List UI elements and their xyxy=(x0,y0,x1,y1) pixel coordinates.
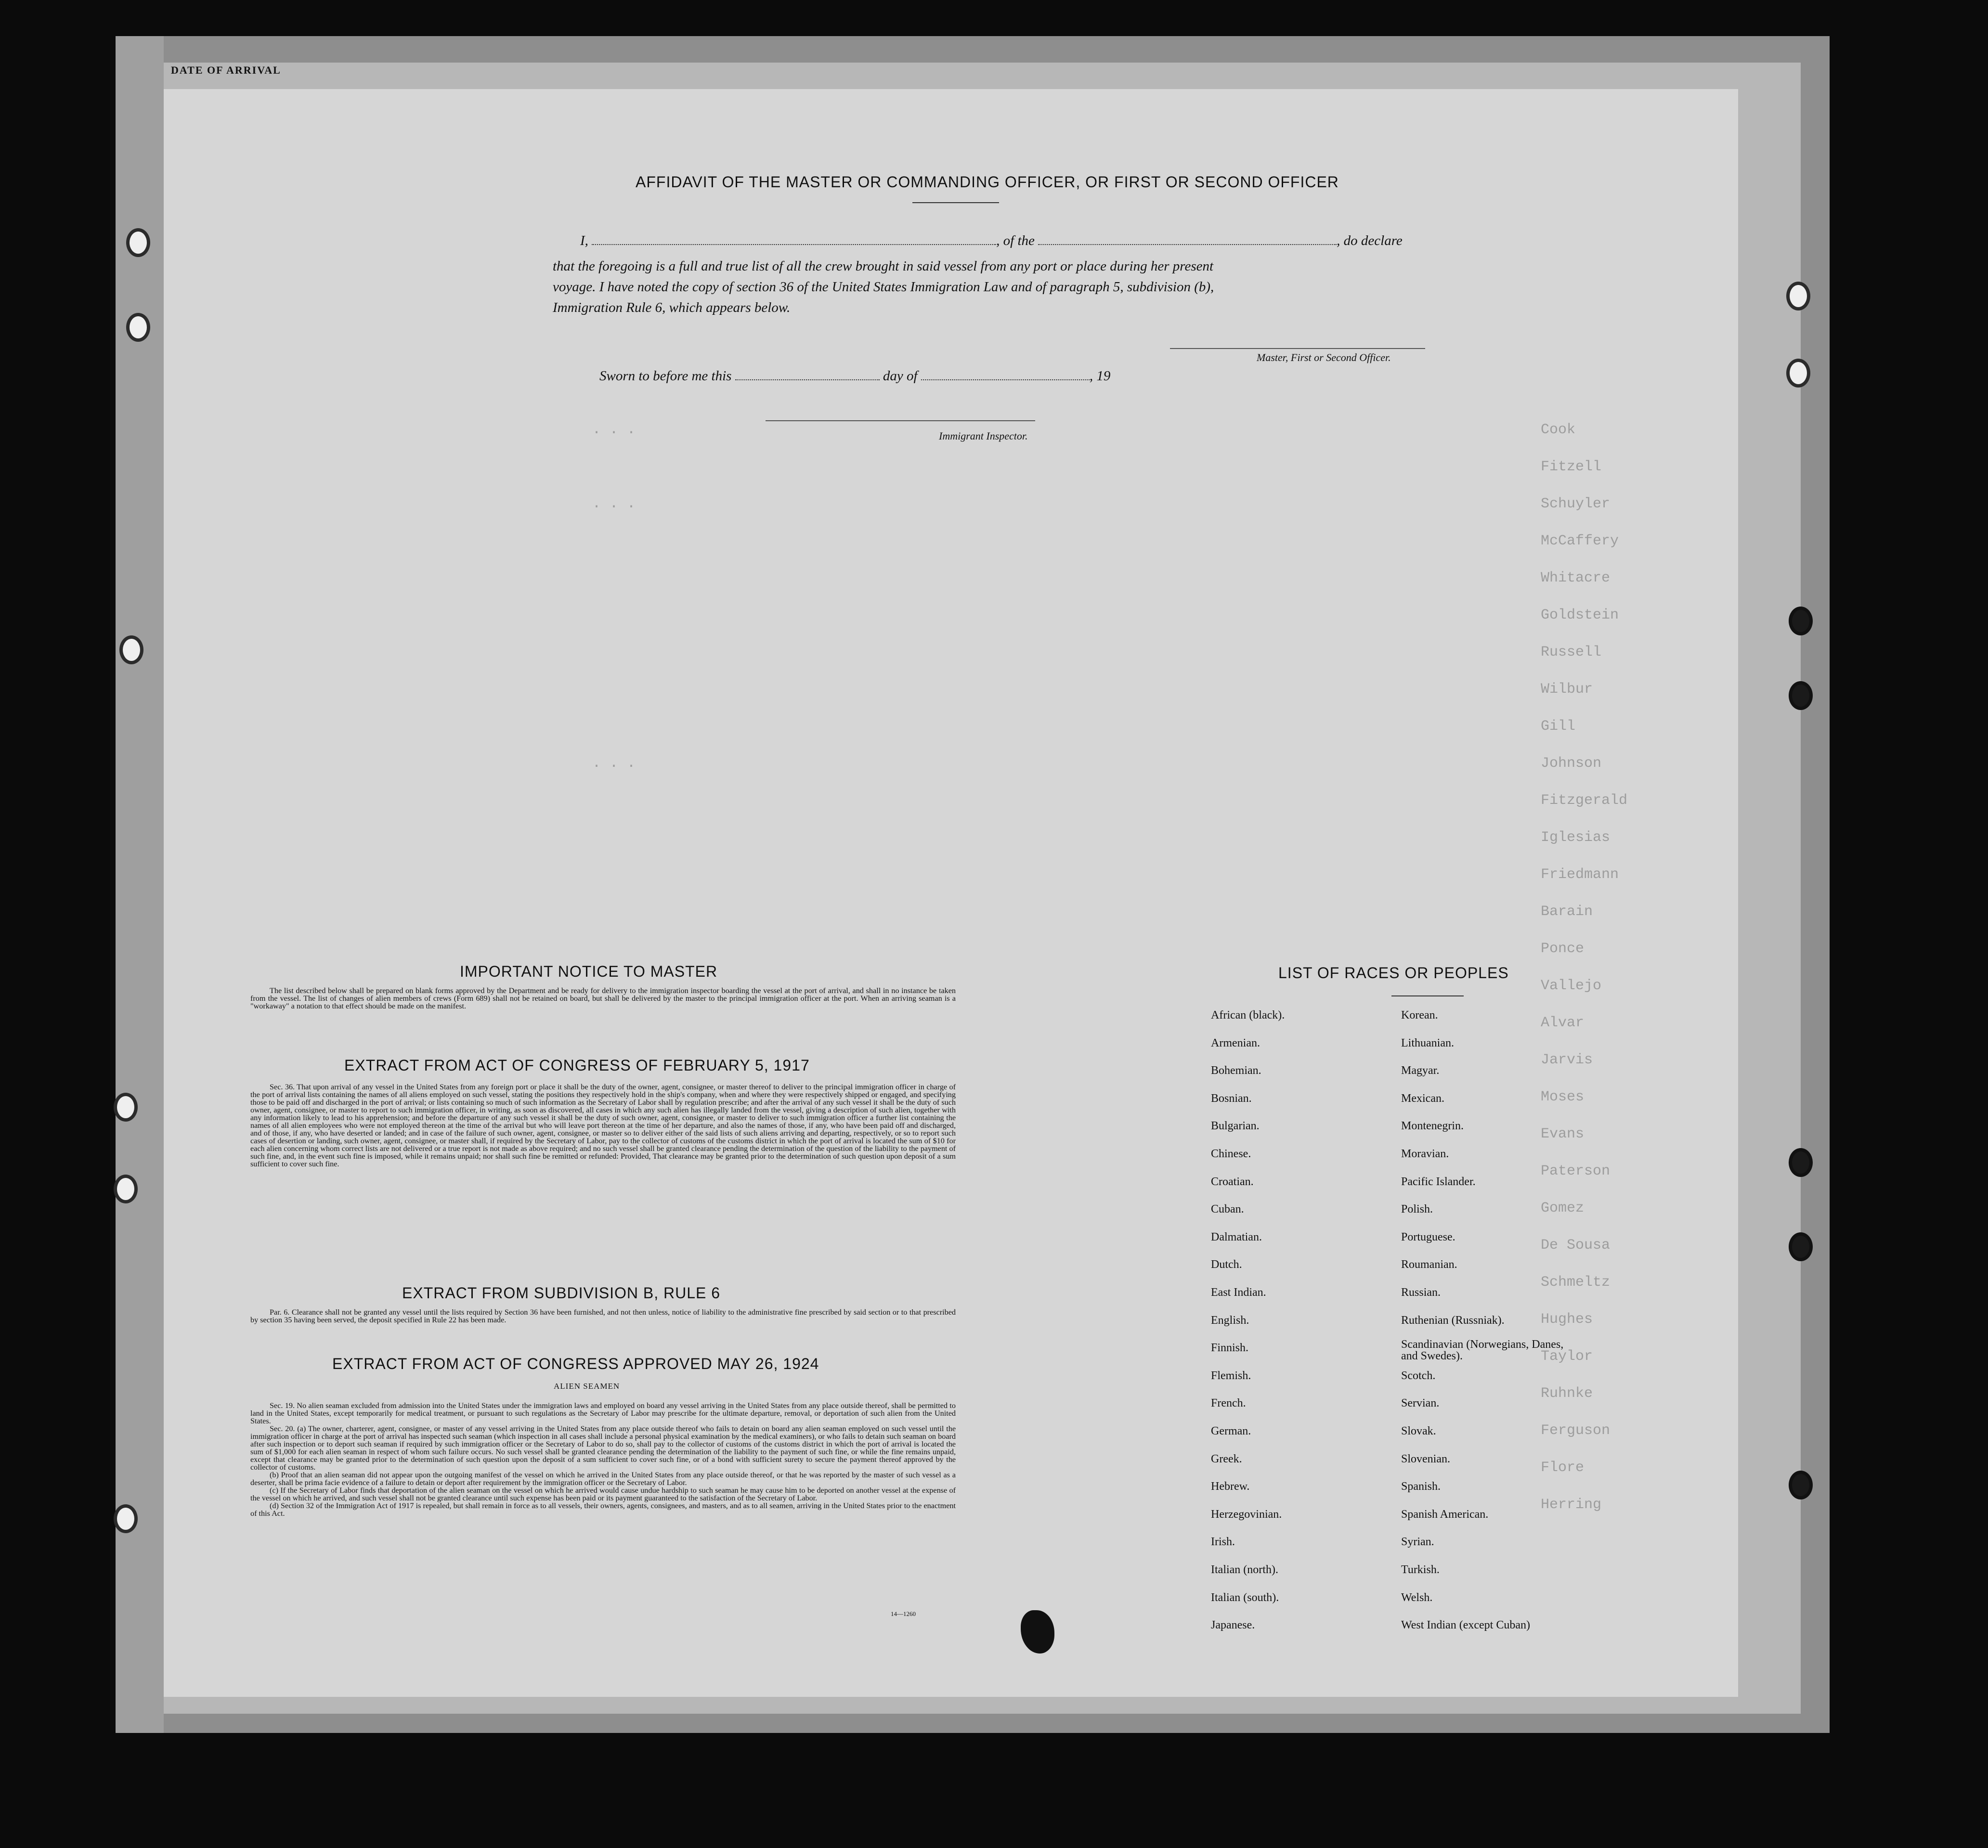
alien-seamen-subtitle: ALIEN SEAMEN xyxy=(554,1382,620,1391)
sec-20a-paragraph: Sec. 20. (a) The owner, charterer, agent, consignee, or master of any vessel arriving in the United States from any place outside thereof who fails to detain on board any alien seaman employed on such vessel until the immigration officer in charge at the port of arrival has inspected such seaman (which inspection in all cases shall include a personal physical examination by the medical examiners), or who fails to detain such seaman on board after such inspection or to deport such seaman if required by such immigration officer or the Secretary of Labor to do so, shall pay to the collector of customs of the customs district in which the port of arrival is located the sum of $1,000 for each alien seaman in respect of whom such failure occurs. No such vessel shall be granted clearance pending the determination of the liability to the payment of such fine, or while the fine remains unpaid, except that clearance may be granted prior to the determination of such question upon the deposit of a sum sufficient to cover such fine, or of a bond with sufficient surety to secure the payment thereof approved by the collector of customs. xyxy=(250,1424,956,1472)
extract-rule6-text xyxy=(250,1308,956,1324)
binder-hole-icon xyxy=(1789,1232,1813,1261)
race-item: Finnish. xyxy=(1211,1342,1249,1355)
race-item: Pacific Islander. xyxy=(1401,1175,1476,1188)
notice-paragraph: The list described below shall be prepared on blank forms approved by the Department and be ready for delivery to the immigration inspector boarding the vessel at the port of arrival, and shall in no instance be taken from the vessel. The list of changes of alien members of crews (Form 689) shall not be retained on board, but shall be delivered by the master to the principal immigration officer at the port. When an arriving seaman is a "workaway" a notation to that effect should be made on the manifest. xyxy=(250,986,956,1010)
extract-rule6-paragraph: Par. 6. Clearance shall not be granted any vessel until the lists required by Section 36 have been furnished, and not then unless, notice of liability to the administrative fine prescribed by said section or to that prescribed by section 35 having been served, the deposit specified in Rule 22 has been made. xyxy=(250,1308,956,1324)
binder-hole-icon xyxy=(114,1093,138,1122)
binder-hole-icon xyxy=(126,228,150,257)
race-item: Italian (south). xyxy=(1211,1591,1279,1604)
race-item: Cuban. xyxy=(1211,1203,1244,1216)
binder-hole-icon xyxy=(1789,607,1813,635)
race-item: East Indian. xyxy=(1211,1286,1266,1299)
race-item: Dutch. xyxy=(1211,1258,1242,1271)
race-item: English. xyxy=(1211,1314,1249,1327)
binder-edge xyxy=(116,36,164,1733)
race-item: Spanish American. xyxy=(1401,1508,1489,1521)
sworn-month-field[interactable] xyxy=(921,379,1090,380)
inspector-signature-line[interactable] xyxy=(766,420,1035,421)
race-item: Croatian. xyxy=(1211,1175,1254,1188)
binder-hole-icon xyxy=(126,313,150,342)
affidavit-i: I, xyxy=(580,233,588,248)
race-item: Dalmatian. xyxy=(1211,1230,1262,1243)
binder-hole-icon xyxy=(114,1175,138,1203)
race-item: Scandinavian (Norwegians, Danes, and Swedes). xyxy=(1401,1338,1564,1363)
race-item: Roumanian. xyxy=(1401,1258,1457,1271)
extract-rule6-title: EXTRACT FROM SUBDIVISION B, RULE 6 xyxy=(402,1284,721,1302)
divider xyxy=(912,202,999,203)
binder-hole-icon xyxy=(1789,1471,1813,1499)
race-item: Slovak. xyxy=(1401,1425,1436,1437)
binder-hole-icon xyxy=(114,1504,138,1533)
form-code: 14—1260 xyxy=(891,1610,916,1617)
race-item: Russian. xyxy=(1401,1286,1441,1299)
affidavit-title: AFFIDAVIT OF THE MASTER OR COMMANDING OFFICER, OR FIRST OR SECOND OFFICER xyxy=(636,173,1339,191)
notice-text xyxy=(250,987,956,1010)
sworn-day-field[interactable] xyxy=(735,379,880,380)
affidavit-line-2: that the foregoing is a full and true list of all the crew brought in said vessel from any port or place during her present xyxy=(553,258,1214,274)
race-item: Servian. xyxy=(1401,1397,1440,1410)
sworn-line xyxy=(599,368,1110,384)
race-item: Polish. xyxy=(1401,1203,1433,1216)
master-signature-label: Master, First or Second Officer. xyxy=(1257,351,1391,363)
binder-hole-icon xyxy=(119,635,143,664)
race-item: French. xyxy=(1211,1397,1246,1410)
extract-1917-title: EXTRACT FROM ACT OF CONGRESS OF FEBRUARY 5, 1917 xyxy=(344,1057,810,1074)
race-item: Italian (north). xyxy=(1211,1564,1278,1576)
race-item: Scotch. xyxy=(1401,1369,1436,1382)
binder-hole-icon xyxy=(1789,1148,1813,1177)
race-item: Syrian. xyxy=(1401,1536,1434,1549)
race-item: Japanese. xyxy=(1211,1619,1255,1632)
binder-hole-icon xyxy=(1786,359,1810,388)
race-item: Irish. xyxy=(1211,1536,1235,1549)
race-item: Flemish. xyxy=(1211,1369,1251,1382)
race-item: Welsh. xyxy=(1401,1591,1433,1604)
bleed-through-dots: . . . . . . . . . xyxy=(592,422,636,772)
bleed-through-names: Cook Fitzell Schuyler McCaffery Whitacre Goldstein Russell Wilbur Gill Johnson Fitzgerald Iglesias Friedmann Barain Ponce Vallejo Alvar Jarvis Moses Evans Paterson Gomez De Sousa Schmeltz Hughes Taylor Ruhnke Ferguson Flore Herring xyxy=(1541,422,1628,1513)
affidavit-declare: , do declare xyxy=(1337,233,1403,248)
master-name-field[interactable] xyxy=(592,244,996,245)
race-item: Greek. xyxy=(1211,1452,1242,1465)
race-item: Mexican. xyxy=(1401,1092,1444,1105)
race-item: Turkish. xyxy=(1401,1564,1440,1576)
race-item: West Indian (except Cuban) xyxy=(1401,1619,1530,1632)
race-item: Spanish. xyxy=(1401,1480,1441,1493)
extract-1924-text xyxy=(250,1402,956,1517)
day-of-label: day of xyxy=(883,368,918,384)
race-item: Chinese. xyxy=(1211,1148,1251,1160)
extract-1924-title: EXTRACT FROM ACT OF CONGRESS APPROVED MAY 26, 1924 xyxy=(332,1355,819,1372)
race-item: Magyar. xyxy=(1401,1064,1440,1077)
race-item: Lithuanian. xyxy=(1401,1036,1454,1049)
binder-hole-icon xyxy=(1789,681,1813,710)
affidavit-line-4: Immigration Rule 6, which appears below. xyxy=(553,300,791,315)
notice-title: IMPORTANT NOTICE TO MASTER xyxy=(460,963,718,980)
race-item: Hebrew. xyxy=(1211,1480,1250,1493)
sec-20b-paragraph: (b) Proof that an alien seaman did not appear upon the outgoing manifest of the vessel on which he arrived in the United States from any place outside thereof, or that he was reported by the master of such vessel as a deserter, shall be prima facie evidence of a failure to detain or deport after requirement by the immigration officer or the Secretary of Labor. xyxy=(250,1471,956,1487)
race-item: Bosnian. xyxy=(1211,1092,1252,1105)
race-item: Montenegrin. xyxy=(1401,1120,1464,1133)
binder-hole-icon xyxy=(1786,282,1810,310)
sec-20d-paragraph: (d) Section 32 of the Immigration Act of 1917 is repealed, but shall remain in force as to all vessels, their owners, agents, consignees, and masters, and as to all seamen, arriving in the United States prior to the enactment of this Act. xyxy=(250,1501,956,1518)
divider xyxy=(1391,995,1464,996)
race-item: German. xyxy=(1211,1425,1251,1437)
extract-1917-text xyxy=(250,1083,956,1168)
race-item: Bulgarian. xyxy=(1211,1120,1260,1133)
sec-20c-paragraph: (c) If the Secretary of Labor finds that deportation of the alien seaman on the vessel on which he arrived would cause undue hardship to such seaman he may cause him to be deported on another vessel at the expense of the vessel on which he arrived, and such vessel shall not be granted clearance until such expense has been paid or its payment guaranteed to the satisfaction of the Secretary of Labor. xyxy=(250,1486,956,1502)
race-item: Slovenian. xyxy=(1401,1452,1450,1465)
affidavit-line-3: voyage. I have noted the copy of section 36 of the United States Immigration Law and of paragraph 5, subdivision (b), xyxy=(553,279,1214,295)
race-item: Korean. xyxy=(1401,1009,1438,1021)
race-item: Moravian. xyxy=(1401,1148,1449,1160)
date-of-arrival-strip: DATE OF ARRIVAL xyxy=(171,64,281,76)
race-item: Armenian. xyxy=(1211,1036,1260,1049)
affidavit-line-1 xyxy=(580,233,1403,249)
race-item: Portuguese. xyxy=(1401,1230,1455,1243)
affidavit-of-the: , of the xyxy=(996,233,1035,248)
sworn-label: Sworn to before me this xyxy=(599,368,732,384)
races-title: LIST OF RACES OR PEOPLES xyxy=(1278,964,1509,982)
vessel-name-field[interactable] xyxy=(1038,244,1337,245)
master-signature-line[interactable] xyxy=(1170,348,1425,349)
inspector-signature-label: Immigrant Inspector. xyxy=(939,430,1028,442)
race-item: African (black). xyxy=(1211,1009,1285,1021)
extract-1917-paragraph: Sec. 36. That upon arrival of any vessel in the United States from any foreign port or place it shall be the duty of the owner, agent, consignee, or master thereof to deliver to the principal immigration officer in charge of the port of arrival lists containing the names of all aliens employed on such vessel, stating the positions they respectively hold in the ship's company, when and where they were respectively shipped or engaged, and specifying those to be paid off and discharged in the port of arrival; or lists containing so much of such information as the Secretary of Labor shall by regulation prescribe; and after the arrival of any such vessel it shall be the duty of such owner, agent, consignee, or master to report to such immigration officer, in writing, as soon as discovered, all cases in which any such alien has illegally landed from the vessel, giving a description of such alien, together with any information likely to lead to his apprehension; and before the departure of any such vessel it shall be the duty of such owner, agent, consignee, or master to deliver to such immigration officer a further list containing the names of all alien employees who were not employed thereon at the time of the arrival but who will leave port thereon at the time of her departure, and also the names of those, if any, who have been paid off and discharged, and of those, if any, who have deserted or landed; and in case of the failure of such owner, agent, consignee, or master so to deliver either of the said lists of such aliens arriving and departing, respectively, or so to report such cases of desertion or landing, such owner, agent, consignee, or master shall, if required by the Secretary of Labor, pay to the collector of customs of the customs district in which the port of arrival is located the sum of $10 for each alien concerning whom correct lists are not delivered or a true report is not made as above required; and no such vessel shall be granted clearance pending the determination of the question of the liability to the payment of such fine, and, in the event such fine is imposed, while it remains unpaid; nor shall such fine be remitted or refunded: Provided, That clearance may be granted prior to the determination of such question upon deposit of a sum sufficient to cover such fine. xyxy=(250,1083,956,1168)
race-item: Herzegovinian. xyxy=(1211,1508,1282,1521)
race-item: Bohemian. xyxy=(1211,1064,1261,1077)
sec-19-paragraph: Sec. 19. No alien seaman excluded from admission into the United States under the immigration laws and employed on board any vessel arriving in the United States from any place outside thereof, shall be permitted to land in the United States, except temporarily for medical treatment, or pursuant to such regulations as the Secretary of Labor may prescribe for the ultimate departure, removal, or deportation of such alien from the United States. xyxy=(250,1401,956,1425)
race-item: Ruthenian (Russniak). xyxy=(1401,1314,1505,1327)
year-label: , 19 xyxy=(1089,368,1111,384)
